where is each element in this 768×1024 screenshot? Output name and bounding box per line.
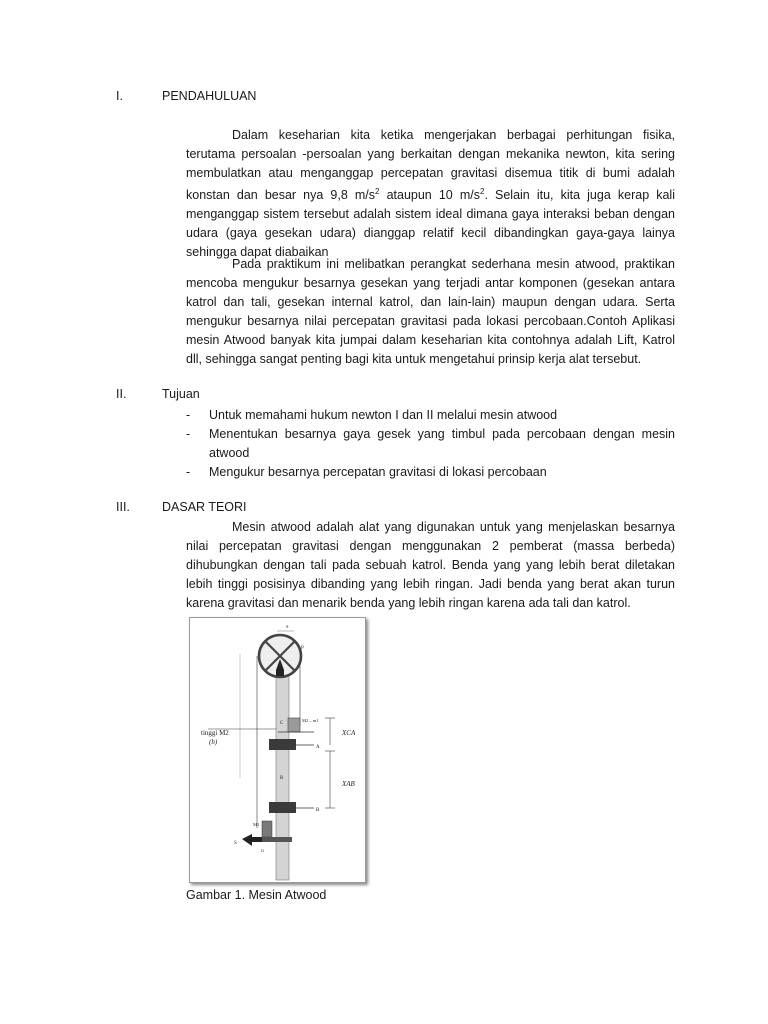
svg-text:S: S (234, 841, 237, 846)
svg-text:G: G (261, 848, 265, 853)
mass-m1 (262, 821, 272, 837)
section-number: III. (116, 500, 130, 514)
svg-text:A: A (316, 745, 320, 750)
section-number: I. (116, 89, 123, 103)
svg-text:XAB: XAB (342, 780, 355, 788)
svg-text:M2 – m1: M2 – m1 (302, 718, 319, 723)
svg-text:XCA: XCA (342, 729, 356, 737)
clamp-b (269, 802, 296, 813)
section-title: Tujuan (162, 387, 200, 401)
svg-text:B: B (316, 808, 320, 813)
atwood-machine-figure (189, 617, 366, 883)
list-item: - Mengukur besarnya percepatan gravitasi di lokasi percobaan (186, 464, 547, 479)
svg-text:R: R (280, 776, 284, 781)
figure-caption: Gambar 1. Mesin Atwood (186, 888, 327, 902)
section-title: PENDAHULUAN (162, 89, 257, 103)
svg-text:M1: M1 (253, 822, 260, 827)
tujuan-list (186, 406, 675, 482)
paragraph-pendahuluan-2: Pada praktikum ini melibatkan perangkat sederhana mesin atwood, praktikan mencoba mengukur besarnya gesekan yang terjadi antar komponen (gesekan antara katrol dan tali, gesekan internal katrol, dan lain-lain) maupun dengan udara. Serta mengukur besarnya nilai percepatan gravitasi pada lokasi percobaan.Contoh Aplikasi mesin Atwood banyak kita jumpai dalam keseharian kita contohnya adalah Lift, Katrol dll, sehingga sangat penting bagi kita untuk mengetahui prinsip kerja alat tersebut. (186, 257, 675, 366)
paragraph-pendahuluan-1: Dalam keseharian kita ketika mengerjakan berbagai perhitungan fisika, terutama persoalan -persoalan yang berkaitan dengan mekanika newton, kita sering membulatkan atau menganggap percepatan gravitasi disemua titik di bumi adalah konstan dan besar nya 9,8 $m/s^2$ ataupun 10 $m/s^2$. Selain itu, kita juga kerap kali menganggap sistem tersebut adalah sistem ideal dimana gaya interaksi beban dengan udara (gaya gesekan udara) dianggap relatif kecil dibandingkan gaya-gaya lainya sehingga dapat diabaikan (186, 128, 675, 259)
list-item: - Menentukan besarnya gaya gesek yang timbul pada percobaan dengan mesin atwood (186, 426, 675, 460)
svg-text:tinggi M2: tinggi M2 (201, 729, 229, 737)
paragraph-dasar-teori: Mesin atwood adalah alat yang digunakan untuk yang menjelaskan besarnya nilai percepatan gravitasi dengan menggunakan 2 pemberat (massa berbeda) dihubungkan dengan tali pada sebuah katrol. Benda yang yang lebih berat diletakan lebih tinggi posisinya dibanding yang lebih ringan. Jadi benda yang berat akan turun karena gravitasi dan menarik benda yang lebih ringan karena ada tali dan katrol. (186, 520, 675, 610)
section-number: II. (116, 387, 127, 401)
svg-text:(h): (h) (209, 738, 218, 746)
list-item: - Untuk memahami hukum newton I dan II melalui mesin atwood (186, 408, 558, 422)
svg-text:S: S (286, 624, 289, 629)
sensor-s (242, 834, 252, 846)
clamp-a (269, 739, 296, 750)
mass-m2 (288, 718, 300, 732)
svg-text:C: C (280, 721, 284, 726)
svg-text:P: P (301, 646, 304, 651)
plate-g (262, 837, 292, 842)
section-title: DASAR TEORI (162, 500, 247, 514)
atwood-diagram (190, 618, 365, 882)
